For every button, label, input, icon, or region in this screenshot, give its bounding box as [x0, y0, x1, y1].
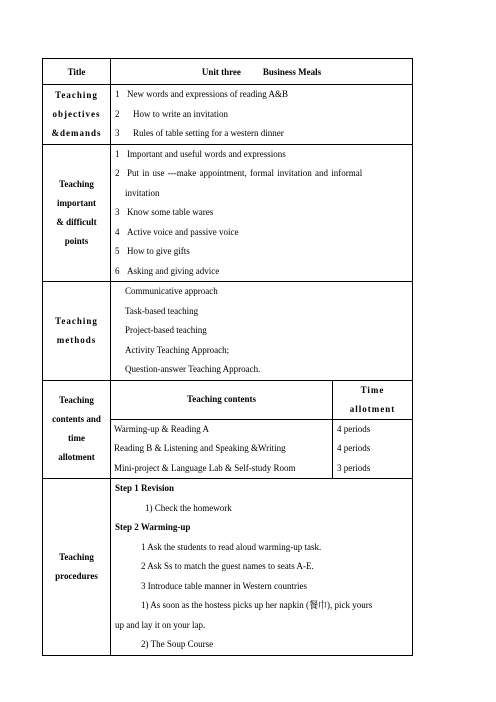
- list-item-continuation: invitation: [125, 187, 160, 198]
- methods-row: [43, 282, 413, 381]
- table-row: Reading B & Listening and Speaking &Writing: [114, 443, 286, 453]
- list-item: 4 Active voice and passive voice: [115, 226, 239, 237]
- list-item: 5 How to give gifts: [115, 246, 190, 256]
- objectives-list: [111, 85, 413, 145]
- list-item: 1) As soon as the hostess picks up her napkin (餐巾), pick yours: [141, 600, 373, 610]
- list-item: Communicative approach: [125, 286, 218, 296]
- important-points-list: [111, 144, 413, 282]
- procedures-label: Teaching procedures: [43, 479, 111, 656]
- unit-number: Unit three: [201, 66, 241, 77]
- list-item: 1) Check the homework: [145, 502, 232, 513]
- table-row: Mini-project & Language Lab & Self-study Room: [114, 462, 296, 473]
- list-item: 1 Ask the students to read aloud warming-up task.: [141, 541, 322, 552]
- table-row: 3 periods: [337, 462, 371, 473]
- objectives-label: Teaching objectives &demands: [43, 85, 111, 145]
- list-item: 2) The Soup Course: [141, 639, 214, 649]
- procedures-row: [43, 479, 413, 656]
- list-item: 3 Rules of table setting for a western dinner: [115, 128, 284, 138]
- list-item: Task-based teaching: [125, 305, 199, 316]
- title-value-cell: [111, 59, 413, 85]
- step-heading: Step 2 Warming-up: [115, 522, 191, 532]
- step-heading: Step 1 Revision: [115, 483, 175, 493]
- important-points-row: [43, 144, 413, 282]
- methods-label: Teaching methods: [43, 282, 111, 381]
- contents-label: Teaching contents and time allotment: [43, 380, 111, 479]
- list-item: 2 How to write an invitation: [115, 108, 228, 119]
- list-item: Activity Teaching Approach;: [125, 344, 230, 355]
- list-item: 1 Important and useful words and expressions: [115, 148, 286, 159]
- contents-column-header: Teaching contents: [111, 380, 333, 419]
- time-column-header: Time allotment: [333, 380, 413, 419]
- list-item: Project-based teaching: [125, 325, 207, 335]
- lesson-plan-table: [42, 58, 413, 656]
- procedures-body: [111, 479, 413, 656]
- important-points-label: Teaching important & difficult points: [43, 144, 111, 282]
- title-label: Title: [67, 66, 86, 77]
- contents-cell: [111, 419, 333, 479]
- table-row: 4 periods: [337, 423, 371, 434]
- table-row: 4 periods: [337, 443, 371, 453]
- methods-list: [111, 282, 413, 381]
- list-item: 2 Put in use ---make appointment, formal invitation and informal: [115, 168, 363, 178]
- table-row: Warming-up & Reading A: [114, 423, 210, 434]
- contents-header-row: [43, 380, 413, 419]
- title-label-cell: [43, 59, 111, 85]
- list-item: Question-answer Teaching Approach.: [125, 364, 261, 374]
- title-row: [43, 59, 413, 85]
- time-cell: [333, 419, 413, 479]
- list-item: 3 Know some table wares: [115, 207, 214, 217]
- list-item-continuation: up and lay it on your lap.: [115, 619, 206, 630]
- list-item: 3 Introduce table manner in Western countries: [141, 580, 308, 591]
- list-item: 1 New words and expressions of reading A&B: [115, 89, 288, 99]
- list-item: 2 Ask Ss to match the guest names to seats A-E.: [141, 561, 314, 571]
- list-item: 6 Asking and giving advice: [115, 265, 220, 276]
- objectives-row: [43, 85, 413, 145]
- unit-topic: Business Meals: [262, 66, 322, 77]
